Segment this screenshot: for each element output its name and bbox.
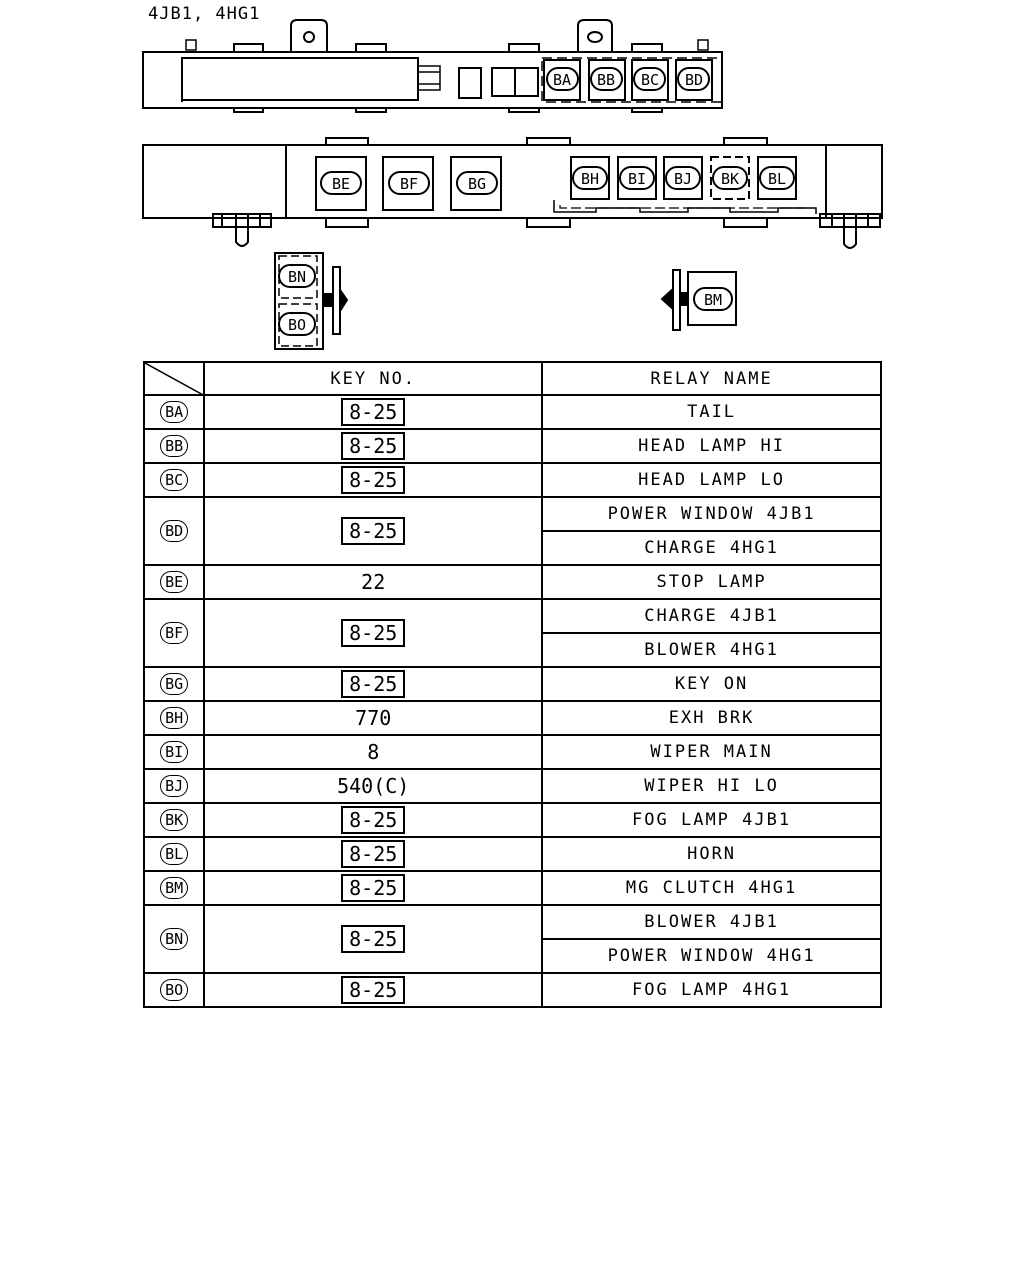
key-no-cell [204, 905, 542, 973]
relay-id-label: BG [160, 673, 188, 695]
table-row [144, 463, 881, 497]
svg-text:BF: BF [399, 175, 419, 193]
key-no-value: 22 [361, 570, 386, 594]
relay-bn [279, 265, 315, 287]
key-no-cell [204, 565, 542, 599]
relay-id-cell [144, 871, 204, 905]
key-no-value: 8-25 [341, 466, 405, 494]
relay-bj [664, 157, 702, 199]
relay-name-cell: POWER WINDOW 4JB1 [542, 497, 881, 531]
relay-bd [676, 60, 712, 100]
svg-text:BL: BL [767, 170, 787, 188]
key-no-value: 8-25 [341, 925, 405, 953]
relay-id-label: BA [160, 401, 188, 423]
key-no-cell [204, 667, 542, 701]
table-row [144, 667, 881, 701]
key-no-cell [204, 973, 542, 1007]
relay-id-cell [144, 905, 204, 973]
svg-text:BB: BB [596, 71, 616, 89]
relay-id-label: BH [160, 707, 188, 729]
relay-table [143, 361, 882, 1008]
table-row [144, 769, 881, 803]
relay-id-cell [144, 803, 204, 837]
relay-id-label: BO [160, 979, 188, 1001]
relay-id-label: BC [160, 469, 188, 491]
key-no-value: 540(C) [337, 774, 410, 798]
key-no-value: 8-25 [341, 517, 405, 545]
table-row [144, 837, 881, 871]
svg-text:BM: BM [703, 291, 723, 309]
key-no-cell [204, 803, 542, 837]
relay-stack-bn-bo [275, 253, 347, 349]
relay-id-label: BE [160, 571, 188, 593]
relay-name-cell: KEY ON [542, 667, 881, 701]
relay-name-cell: HEAD LAMP LO [542, 463, 881, 497]
corner-diagonal [145, 363, 205, 396]
key-no-value: 8-25 [341, 432, 405, 460]
relay-id-label: BM [160, 877, 188, 899]
key-no-cell [204, 769, 542, 803]
top-relay-box [143, 20, 722, 112]
svg-text:BI: BI [627, 170, 647, 188]
relay-name-cell: CHARGE 4JB1 [542, 599, 881, 633]
relay-id-cell [144, 497, 204, 565]
relay-name-cell: STOP LAMP [542, 565, 881, 599]
relay-bc [632, 60, 668, 100]
key-no-cell [204, 871, 542, 905]
relay-name-cell: MG CLUTCH 4HG1 [542, 871, 881, 905]
key-no-value: 8-25 [341, 806, 405, 834]
key-no-value: 8 [367, 740, 380, 764]
table-row [144, 803, 881, 837]
relay-name-cell: WIPER HI LO [542, 769, 881, 803]
relay-id-label: BI [160, 741, 188, 763]
svg-text:BG: BG [467, 175, 487, 193]
diagram-title: 4JB1, 4HG1 [148, 4, 261, 24]
relay-bo [279, 313, 315, 335]
key-no-cell [204, 735, 542, 769]
relay-bm [694, 288, 732, 310]
relay-name-cell: POWER WINDOW 4HG1 [542, 939, 881, 973]
relay-id-label: BF [160, 622, 188, 644]
relay-name-cell: BLOWER 4HG1 [542, 633, 881, 667]
key-no-value: 8-25 [341, 840, 405, 868]
relay-name-cell: FOG LAMP 4JB1 [542, 803, 881, 837]
relay-bg [451, 157, 501, 210]
relay-id-cell [144, 395, 204, 429]
key-no-cell [204, 701, 542, 735]
relay-table-body [144, 395, 881, 1007]
relay-id-cell [144, 463, 204, 497]
relay-be [316, 157, 366, 210]
relay-id-label: BN [160, 928, 188, 950]
key-no-cell [204, 599, 542, 667]
key-no-value: 8-25 [341, 670, 405, 698]
corner-cell [144, 362, 204, 395]
table-row [144, 735, 881, 769]
relay-name-cell: FOG LAMP 4HG1 [542, 973, 881, 1007]
key-no-value: 8-25 [341, 874, 405, 902]
key-no-cell [204, 497, 542, 565]
svg-text:BD: BD [684, 71, 704, 89]
relay-id-label: BK [160, 809, 188, 831]
relay-box-diagram [0, 0, 1024, 360]
relay-id-label: BB [160, 435, 188, 457]
table-row [144, 395, 881, 429]
relay-bi [618, 157, 656, 199]
relay-id-cell [144, 565, 204, 599]
relay-id-cell [144, 769, 204, 803]
relay-id-cell [144, 973, 204, 1007]
key-no-cell [204, 837, 542, 871]
relay-bk [711, 157, 749, 199]
table-row [144, 429, 881, 463]
relay-id-cell [144, 837, 204, 871]
relay-name-cell: EXH BRK [542, 701, 881, 735]
table-row [144, 497, 881, 531]
side-relay-box [143, 138, 882, 248]
relay-id-cell [144, 701, 204, 735]
relay-id-label: BD [160, 520, 188, 542]
relay-ba [544, 60, 580, 100]
table-header-row [144, 362, 881, 395]
table-row [144, 871, 881, 905]
svg-text:BJ: BJ [673, 170, 693, 188]
relay-id-cell [144, 667, 204, 701]
relay-name-cell: HEAD LAMP HI [542, 429, 881, 463]
relay-id-cell [144, 735, 204, 769]
key-no-value: 8-25 [341, 398, 405, 426]
relay-bl [758, 157, 796, 199]
relay-name-cell: HORN [542, 837, 881, 871]
relay-bh [571, 157, 609, 199]
relay-name-cell: CHARGE 4HG1 [542, 531, 881, 565]
key-no-cell [204, 463, 542, 497]
relay-name-header: RELAY NAME [542, 362, 881, 395]
table-row [144, 973, 881, 1007]
key-no-cell [204, 395, 542, 429]
svg-text:BC: BC [640, 71, 660, 89]
svg-text:BH: BH [580, 170, 600, 188]
relay-name-cell: TAIL [542, 395, 881, 429]
key-no-cell [204, 429, 542, 463]
relay-id-cell [144, 599, 204, 667]
svg-text:BK: BK [720, 170, 740, 188]
table-row [144, 599, 881, 633]
relay-bb [589, 60, 625, 100]
table-row [144, 701, 881, 735]
table-row [144, 565, 881, 599]
svg-text:BN: BN [287, 268, 307, 286]
relay-id-cell [144, 429, 204, 463]
relay-id-label: BJ [160, 775, 188, 797]
relay-bf [383, 157, 433, 210]
svg-text:BO: BO [287, 316, 307, 334]
key-no-value: 8-25 [341, 619, 405, 647]
relay-bm-assembly [662, 270, 736, 330]
relay-name-cell: BLOWER 4JB1 [542, 905, 881, 939]
key-no-value: 8-25 [341, 976, 405, 1004]
key-no-header: KEY NO. [204, 362, 542, 395]
relay-id-label: BL [160, 843, 188, 865]
table-row [144, 905, 881, 939]
svg-text:BE: BE [331, 175, 351, 193]
key-no-value: 770 [355, 706, 392, 730]
svg-text:BA: BA [552, 71, 572, 89]
relay-name-cell: WIPER MAIN [542, 735, 881, 769]
